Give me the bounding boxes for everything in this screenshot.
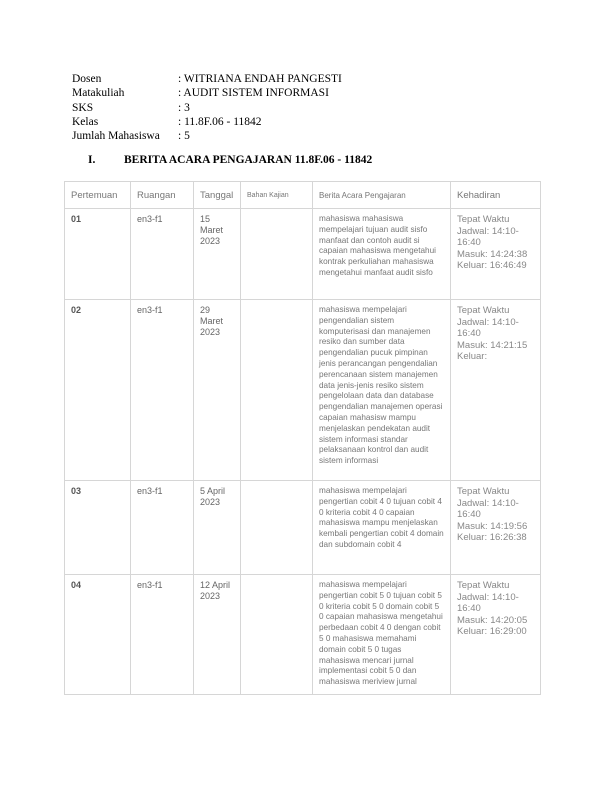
cell-berita-acara: mahasiswa mempelajari pengertian cobit 4 0 tujuan cobit 4 0 kriteria cobit 4 0 capaian mahasiswa mampu menjelaskan kembali pengertian cobit 4 domain dan subdomain cobit 4	[313, 481, 451, 575]
kehadiran-keluar: Keluar:	[457, 351, 488, 363]
cell-pertemuan: 04	[65, 575, 131, 695]
header-pertemuan: Pertemuan	[65, 182, 131, 209]
cell-bahan-kajian	[241, 300, 313, 481]
cell-pertemuan: 03	[65, 481, 131, 575]
header-ruangan: Ruangan	[131, 182, 194, 209]
kehadiran-jadwal: Jadwal: 14:10-16:40	[457, 591, 519, 615]
info-label: Matakuliah	[72, 87, 125, 100]
info-value: : 3	[178, 101, 190, 114]
course-info	[72, 72, 342, 143]
cell-tanggal: 15 Maret 2023	[194, 209, 241, 300]
table-row	[65, 481, 541, 575]
kehadiran-keluar: Keluar: 16:29:00	[457, 626, 527, 638]
cell-tanggal: 12 April 2023	[194, 575, 241, 695]
kehadiran-status: Tepat Waktu	[457, 580, 510, 591]
cell-berita-acara: mahasiswa mempelajari pengertian cobit 5 0 tujuan cobit 5 0 kriteria cobit 5 0 domain cobit 5 0 capaian mahasiswa mengetahui perbedaan cobit 4 0 dengan cobit 5 0 mahasiswa memahami domain cobit 5 0 tugas mahasiswa mencari jurnal implementasi cobit 5 0 dan mahasiswa meriview jurnal	[313, 575, 451, 695]
cell-berita-acara: mahasiswa mahasiswa mempelajari tujuan audit sisfo manfaat dan contoh audit si capaian mahasiswa mengetahui kontrak perkuliahan mahasiswa mengetahui manfaat audit sisfo	[313, 209, 451, 300]
info-row-sks	[72, 101, 342, 115]
info-row-matakuliah	[72, 86, 342, 100]
info-label: SKS	[72, 101, 94, 114]
kehadiran-status: Tepat Waktu	[457, 305, 510, 316]
cell-ruangan: en3-f1	[131, 575, 194, 695]
section-title: BERITA ACARA PENGAJARAN 11.8F.06 - 11842	[124, 154, 373, 166]
attendance-table	[64, 181, 541, 695]
cell-ruangan: en3-f1	[131, 300, 194, 481]
cell-kehadiran	[451, 481, 541, 575]
info-value: : 11.8F.06 - 11842	[178, 115, 262, 128]
info-row-jumlah-mahasiswa	[72, 129, 342, 143]
cell-ruangan: en3-f1	[131, 209, 194, 300]
header-kehadiran: Kehadiran	[451, 182, 541, 209]
section-number: I.	[88, 154, 96, 166]
kehadiran-status: Tepat Waktu	[457, 486, 510, 497]
kehadiran-jadwal: Jadwal: 14:10-16:40	[457, 316, 519, 340]
table-header-row	[65, 182, 541, 209]
cell-bahan-kajian	[241, 481, 313, 575]
cell-pertemuan: 02	[65, 300, 131, 481]
cell-tanggal: 5 April 2023	[194, 481, 241, 575]
table-row	[65, 300, 541, 481]
cell-ruangan: en3-f1	[131, 481, 194, 575]
cell-kehadiran	[451, 209, 541, 300]
kehadiran-jadwal: Jadwal: 14:10-16:40	[457, 225, 519, 249]
kehadiran-masuk: Masuk: 14:24:38	[457, 248, 528, 260]
table-row	[65, 209, 541, 300]
info-row-kelas	[72, 115, 342, 129]
cell-bahan-kajian	[241, 575, 313, 695]
kehadiran-keluar: Keluar: 16:26:38	[457, 532, 527, 544]
header-tanggal: Tanggal	[194, 182, 241, 209]
kehadiran-masuk: Masuk: 14:20:05	[457, 614, 528, 626]
info-label: Dosen	[72, 73, 102, 85]
header-bahan-kajian: Bahan Kajian	[241, 182, 313, 209]
info-label: Kelas	[72, 115, 99, 128]
cell-tanggal: 29 Maret 2023	[194, 300, 241, 481]
kehadiran-keluar: Keluar: 16:46:49	[457, 260, 527, 272]
kehadiran-jadwal: Jadwal: 14:10-16:40	[457, 497, 519, 521]
info-value: : WITRIANA ENDAH PANGESTI	[178, 73, 342, 85]
section-heading	[88, 154, 372, 166]
cell-kehadiran	[451, 575, 541, 695]
cell-berita-acara: mahasiswa mempelajari pengendalian sistem komputerisasi dan manajemen resiko dan sumber data pengendalian pucuk pimpinan jenis perancangan pengendalian perencanaan sistem manajemen data jenis-jenis resiko sistem pengelolaan data dan database pengendalian manajemen operasi capaian mahasisw mampu menjelaskan pendekatan audit sistem informasi standar pelaksanaan kontrol dan audit sistem informasi	[313, 300, 451, 481]
info-row-dosen	[72, 72, 342, 86]
cell-kehadiran	[451, 300, 541, 481]
cell-bahan-kajian	[241, 209, 313, 300]
cell-pertemuan: 01	[65, 209, 131, 300]
kehadiran-masuk: Masuk: 14:19:56	[457, 520, 528, 532]
kehadiran-status: Tepat Waktu	[457, 214, 510, 225]
info-value: : AUDIT SISTEM INFORMASI	[178, 87, 329, 100]
header-berita-acara: Berita Acara Pengajaran	[313, 182, 451, 209]
info-value: : 5	[178, 130, 190, 143]
table-row	[65, 575, 541, 695]
info-label: Jumlah Mahasiswa	[72, 130, 160, 143]
attendance-table-container	[64, 181, 540, 695]
kehadiran-masuk: Masuk: 14:21:15	[457, 339, 528, 351]
